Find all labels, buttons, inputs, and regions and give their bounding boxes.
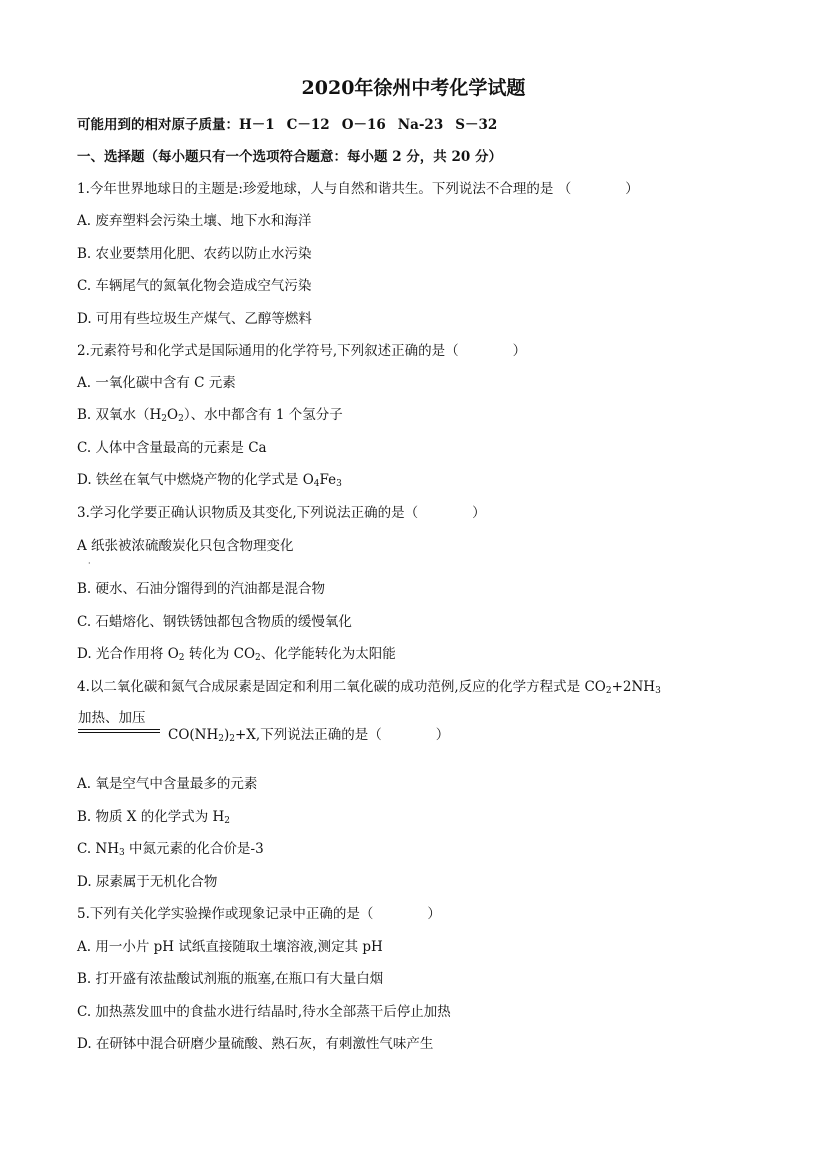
subscript: 2 [255, 653, 261, 663]
text: O [167, 407, 179, 423]
paren-close: ） [427, 906, 441, 922]
question-3-option-c: C. 石蜡熔化、钢铁锈蚀都包含物质的缓慢氧化 [77, 614, 352, 630]
text: D. 铁丝在氧气中燃烧产物的化学式是 O [77, 472, 314, 488]
question-4-stem [77, 678, 661, 696]
text: 转化为 CO [184, 646, 256, 662]
paren-close: ） [512, 343, 527, 359]
subscript: 4 [313, 479, 320, 489]
question-text: 5.下列有关化学实验操作或现象记录中正确的是（ [77, 906, 374, 922]
question-2-stem [77, 342, 526, 360]
subscript: 2 [178, 653, 185, 663]
question-5-option-b: B. 打开盛有浓盐酸试剂瓶的瓶塞,在瓶口有大量白烟 [77, 971, 384, 987]
subscript: 2 [218, 734, 224, 744]
question-4-option-c [77, 840, 264, 858]
question-5-option-a: A. 用一小片 pH 试纸直接随取土壤溶液,测定其 pH [77, 939, 383, 955]
question-1-option-a: A. 废弃塑料会污染土壤、地下水和海洋 [77, 213, 312, 229]
section-heading: 一、选择题（每小题只有一个选项符合题意：每小题 2 分，共 20 分） [77, 149, 502, 165]
reaction-condition: 加热、加压 [78, 710, 146, 726]
subscript: 2 [605, 686, 612, 696]
subscript: 2 [178, 414, 184, 424]
atomic-mass-item: O－16 [341, 117, 386, 133]
question-3-option-d [77, 645, 396, 663]
equation-double-line-bottom [78, 732, 160, 733]
page-title: 2020年徐州中考化学试题 [301, 77, 526, 99]
text: ）、水中都含有 1 个氢分子 [183, 407, 343, 423]
question-1-stem [77, 180, 639, 198]
atomic-mass-item: C－12 [286, 117, 330, 133]
subscript: 2 [224, 816, 230, 826]
question-2-option-b [77, 406, 343, 424]
text: 中氮元素的化合价是-3 [124, 841, 264, 857]
question-text: 1.今年世界地球日的主题是:珍爱地球，人与自然和谐共生。下列说法不合理的是 （ [77, 181, 572, 197]
atomic-mass-label: 可能用到的相对原子质量： [77, 117, 239, 133]
text: 、化学能转化为太阳能 [260, 646, 396, 662]
question-4-equation-tail [168, 726, 449, 744]
stray-dot: · [88, 559, 91, 568]
question-4-option-d: D. 尿素属于无机化合物 [77, 874, 218, 890]
question-2-option-c: C. 人体中含量最高的元素是 Ca [77, 440, 267, 456]
equation-double-line-top [78, 729, 160, 730]
text: D. 光合作用将 O [77, 646, 179, 662]
question-1-option-c: C. 车辆尾气的氮氧化物会造成空气污染 [77, 278, 312, 294]
question-3-option-b: B. 硬水、石油分馏得到的汽油都是混合物 [77, 581, 326, 597]
paren-close: ） [625, 181, 639, 197]
atomic-mass-line [77, 116, 509, 134]
atomic-mass-item: S－32 [455, 117, 498, 133]
subscript: 2 [161, 414, 168, 424]
question-5-option-c: C. 加热蒸发皿中的食盐水进行结晶时,待水全部蒸干后停止加热 [77, 1004, 451, 1020]
text: 4.以二氧化碳和氮气合成尿素是固定和利用二氧化碳的成功范例,反应的化学方程式是 CO [77, 679, 606, 695]
question-text: 2.元素符号和化学式是国际通用的化学符号,下列叙述正确的是（ [77, 343, 459, 359]
question-1-option-d: D. 可用有些垃圾生产煤气、乙醇等燃料 [77, 311, 312, 327]
text: +2NH [611, 679, 656, 695]
question-2-option-d [77, 471, 342, 489]
text: B. 物质 X 的化学式为 H [77, 809, 225, 825]
question-2-option-a: A. 一氧化碳中含有 C 元素 [77, 375, 236, 391]
subscript: 3 [655, 686, 661, 696]
paren-close: ） [435, 727, 450, 743]
question-4-option-a: A. 氧是空气中含量最多的元素 [77, 776, 258, 792]
text: Fe [319, 472, 337, 488]
question-5-option-d: D. 在研钵中混合研磨少量硫酸、熟石灰，有刺激性气味产生 [77, 1036, 434, 1052]
paren-close: ） [472, 505, 486, 521]
question-3-option-a: A 纸张被浓硫酸炭化只包含物理变化 [77, 538, 294, 554]
atomic-mass-item: H－1 [239, 117, 275, 133]
question-5-stem [77, 905, 441, 923]
text: C. NH [77, 841, 120, 857]
question-3-stem [77, 504, 486, 522]
subscript: 3 [336, 479, 342, 489]
subscript: 3 [119, 848, 125, 858]
question-4-option-b [77, 808, 230, 826]
text: B. 双氧水（H [77, 407, 162, 423]
question-1-option-b: B. 农业要禁用化肥、农药以防止水污染 [77, 246, 312, 262]
text: CO(NH [168, 727, 219, 743]
text: +X,下列说法正确的是（ [235, 727, 382, 743]
question-text: 3.学习化学要正确认识物质及其变化,下列说法正确的是（ [77, 505, 419, 521]
subscript: 2 [229, 734, 235, 744]
atomic-mass-item: Na-23 [397, 117, 444, 133]
text: ) [223, 727, 230, 743]
